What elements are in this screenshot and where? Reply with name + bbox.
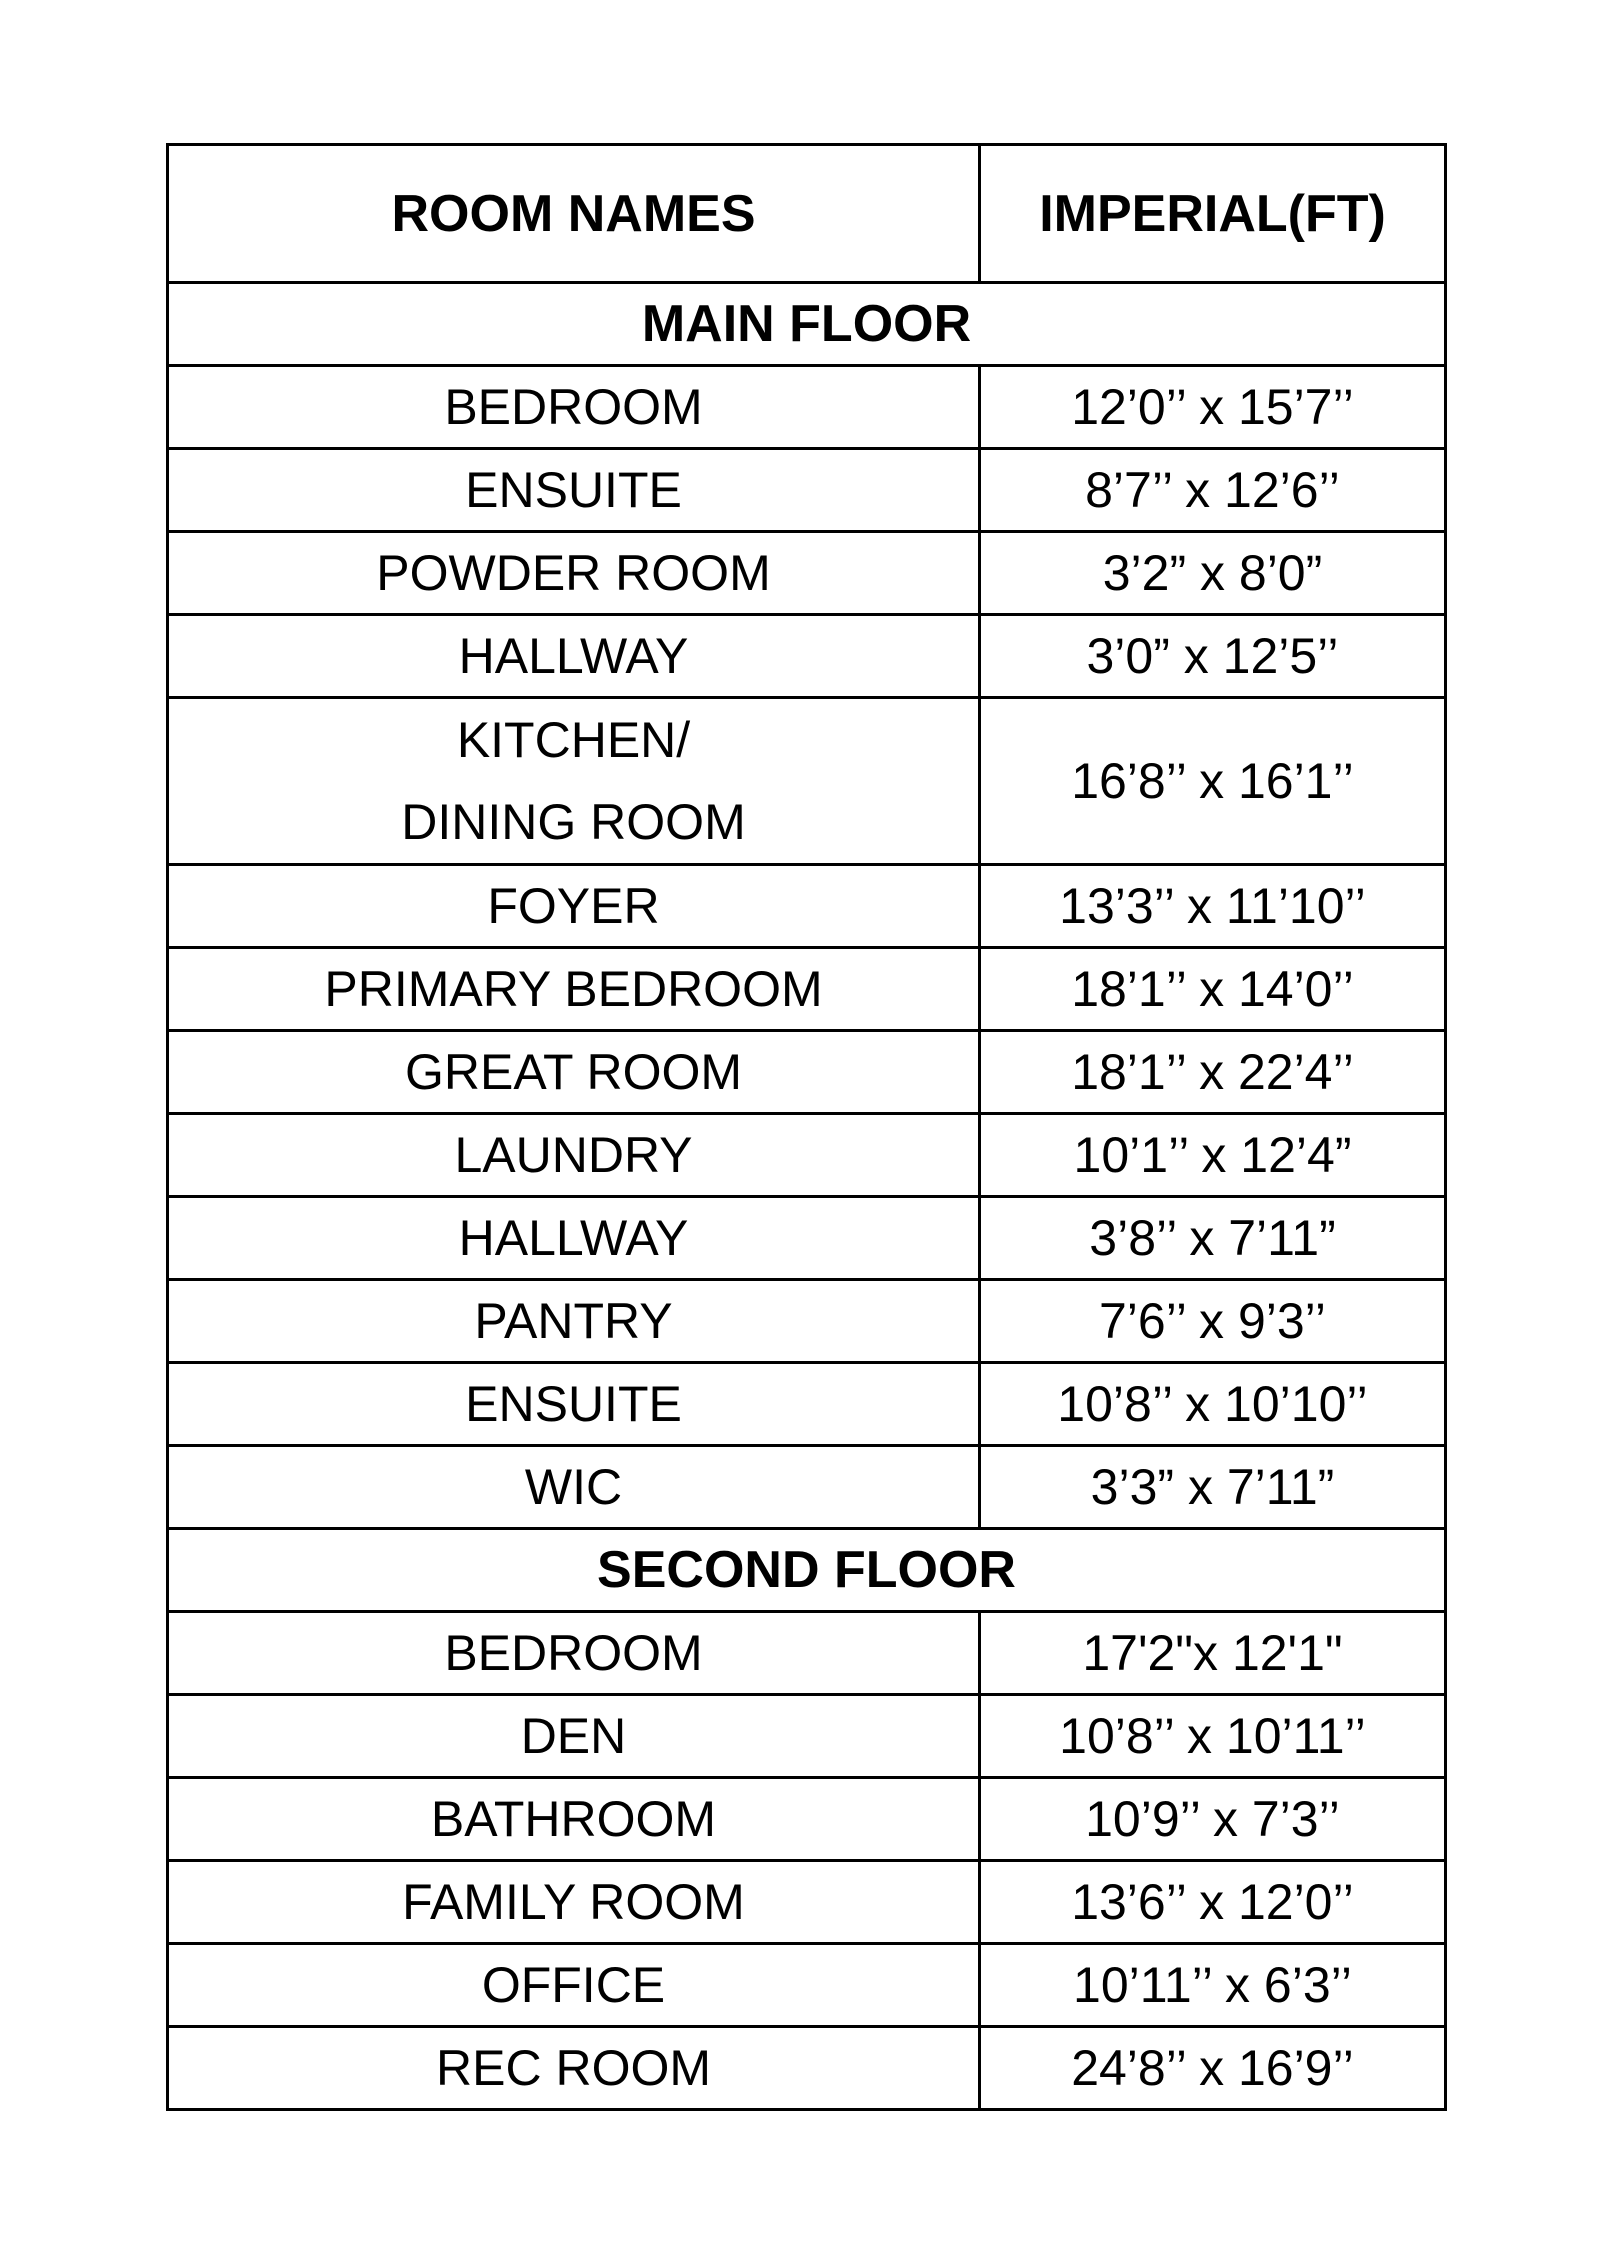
room-name: BEDROOM: [168, 366, 980, 449]
table-row: [168, 1778, 1446, 1861]
room-name: HALLWAY: [168, 615, 980, 698]
room-name-line: DINING ROOM: [401, 794, 746, 850]
table-row: [168, 532, 1446, 615]
room-name: [168, 698, 980, 865]
room-name: WIC: [168, 1446, 980, 1529]
table-row: [168, 1280, 1446, 1363]
room-size: 16’8’’ x 16’1’’: [980, 698, 1446, 865]
room-name: GREAT ROOM: [168, 1031, 980, 1114]
room-name-line: KITCHEN/: [456, 712, 691, 768]
section-row-main-floor: [168, 283, 1446, 366]
imperial-header: IMPERIAL(FT): [980, 145, 1446, 283]
table-row: [168, 698, 1446, 865]
room-name: FOYER: [168, 865, 980, 948]
room-name: OFFICE: [168, 1944, 980, 2027]
room-size: 3’8’’ x 7’11”: [980, 1197, 1446, 1280]
table-row: [168, 1363, 1446, 1446]
room-size: 10’8’’ x 10’10’’: [980, 1363, 1446, 1446]
room-name: PRIMARY BEDROOM: [168, 948, 980, 1031]
room-size: 10’11’’ x 6’3’’: [980, 1944, 1446, 2027]
table-row: [168, 1197, 1446, 1280]
room-size: 18’1’’ x 14’0’’: [980, 948, 1446, 1031]
table-row: [168, 948, 1446, 1031]
table-row: [168, 1861, 1446, 1944]
table-row: [168, 1612, 1446, 1695]
room-names-header: ROOM NAMES: [168, 145, 980, 283]
room-dimensions-table: [166, 143, 1447, 2111]
table-row: [168, 1446, 1446, 1529]
room-name: POWDER ROOM: [168, 532, 980, 615]
room-size: 7’6’’ x 9’3’’: [980, 1280, 1446, 1363]
room-name: BATHROOM: [168, 1778, 980, 1861]
room-name: PANTRY: [168, 1280, 980, 1363]
table-row: [168, 1944, 1446, 2027]
room-name: DEN: [168, 1695, 980, 1778]
room-dimensions-sheet: [166, 143, 1444, 2111]
room-name: LAUNDRY: [168, 1114, 980, 1197]
room-size: 18’1’’ x 22’4’’: [980, 1031, 1446, 1114]
room-size: 3’2” x 8’0”: [980, 532, 1446, 615]
room-size: 12’0’’ x 15’7’’: [980, 366, 1446, 449]
section-row-second-floor: [168, 1529, 1446, 1612]
room-name: BEDROOM: [168, 1612, 980, 1695]
room-size: 10’1’’ x 12’4”: [980, 1114, 1446, 1197]
room-size: 10’9’’ x 7’3’’: [980, 1778, 1446, 1861]
room-name: REC ROOM: [168, 2027, 980, 2110]
room-name: ENSUITE: [168, 449, 980, 532]
room-size: 24’8’’ x 16’9’’: [980, 2027, 1446, 2110]
table-row: [168, 449, 1446, 532]
room-size: 13’6’’ x 12’0’’: [980, 1861, 1446, 1944]
section-title: SECOND FLOOR: [168, 1529, 1446, 1612]
room-size: 13’3’’ x 11’10’’: [980, 865, 1446, 948]
room-name: FAMILY ROOM: [168, 1861, 980, 1944]
room-size: 10’8’’ x 10’11’’: [980, 1695, 1446, 1778]
table-row: [168, 1031, 1446, 1114]
section-title: MAIN FLOOR: [168, 283, 1446, 366]
room-size: 8’7’’ x 12’6’’: [980, 449, 1446, 532]
table-row: [168, 615, 1446, 698]
room-size: 17'2"x 12'1": [980, 1612, 1446, 1695]
table-row: [168, 366, 1446, 449]
table-row: [168, 1114, 1446, 1197]
room-size: 3’3” x 7’11”: [980, 1446, 1446, 1529]
table-row: [168, 2027, 1446, 2110]
table-header-row: [168, 145, 1446, 283]
room-size: 3’0” x 12’5’’: [980, 615, 1446, 698]
room-name: ENSUITE: [168, 1363, 980, 1446]
table-row: [168, 1695, 1446, 1778]
room-name: HALLWAY: [168, 1197, 980, 1280]
table-row: [168, 865, 1446, 948]
